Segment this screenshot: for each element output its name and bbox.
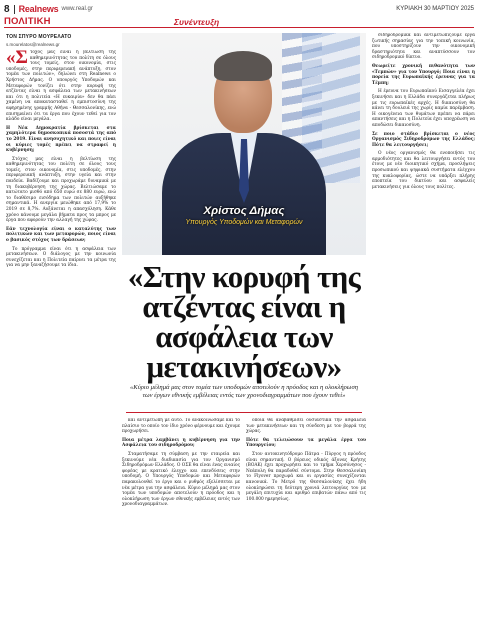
- answer: Στόχος μας είναι η βελτίωση της καθημερινότητας του πολίτη σε όλους τους τομείς, στον οικονομία, στις υποδομές, στην περιφερειακή ανάπτυξη, στην υγεία και στην παιδεία. Βαδίζουμε και προχωράμε δυναμικά με τη διακυβέρνηση της χώρας. Βελτιώσαμε το κατώτατο μισθό από 650 ευρώ σε 880 ευρώ, ενώ το διαθέσιμο εισόδημα των πολιτών αυξήθηκε σημαντικά. Η ανεργία μειώθηκε από 17,9% το 2019 σε 8,7%. Αυξάνεται η απασχόληση. Κάθε χρόνο κάνουμε μεγάλα βήματα προς τα μπρος με έργα που αφορούν την αλλαγή της χώρας.: [6, 156, 116, 224]
- photo-caption-role: Υπουργός Υποδομών και Μεταφορών: [185, 219, 303, 226]
- answer: Στον αυτοκινητόδρομο Πάτρα - Πύργος η πρόοδος είναι σημαντική. Ο βόρειος οδικός άξονας Κρήτης (ΒΟΑΚ) έχει προχωρήσει και το τμήμα Χερσόνησος - Νεάπολη θα παραδοθεί σύντομα. Στην Θεσσαλονίκη το Flyover προχωρά και οι εργασίες συνεχίζονται κανονικά. Το Μετρό της Θεσσαλονίκης έχει ήδη ολοκληρώσει τη δεύτερη χρονιά λειτουργίας του με μεγάλη επιτυχία και αριθμό επιβατών πάνω από τις 100.000 ημερησίως.: [246, 451, 366, 502]
- answer: Η έρευνα του Ευρωπαϊκού Εισαγγελέα έχει ξεκινήσει και η Ελλάδα συνεργάζεται πλήρως με τις ευρωπαϊκές αρχές. Η δικαιοσύνη θα κάνει τη δουλειά της χωρίς καμία παρέμβαση. Η οικογένεια των θυμάτων πρέπει να πάρει απαντήσεις και η Πολιτεία έχει υποχρέωση να αποδώσει δικαιοσύνη.: [372, 89, 475, 128]
- article-column-3: [246, 418, 366, 628]
- question: Ποια μέτρα λαμβάνει η κυβέρνηση για την Ασφάλεια του σιδηροδρόμου;: [122, 437, 240, 449]
- hair-shape: [214, 51, 272, 81]
- intro-paragraph: τόχος μας είναι η βελτίωση της καθημερινότητας του πολίτη σε όλους τους τομείς, στον οικονομία, στις υποδομές, στην περιφερειακή ανάπτυξη, στον τομέα των πολιτών», δηλώνει στη Realnews ο Χρήστος Δήμας. Ο υπουργός Υποδομών και Μεταφορών τονίζει ότι στην κορυφή της ατζέντας είναι η ασφάλεια των μετακινήσεων και ότι η πολιτεία «Η ευκαιρία» δεν θα πάει χαμένη να αποκατασταθεί η εμπιστοσύνη της αφηρημένης γραμμής Αθήνα - Θεσσαλονίκης, ενώ επισημαίνει ότι τα έργα που έχουν τεθεί για τον κλάδο είναι μεγάλα.: [6, 50, 116, 123]
- answer: Σταματήσαμε τη σύμβαση με την εταιρεία και ξεκινούμε νέα διαδικασία για τον Οργανισμό Σιδηροδρόμων Ελλάδος. Ο ΟΣΕ θα είναι ένας ενιαίος φορέας με κρατικό έλεγχο και επενδύσεις στην υποδομή. Ο Υπουργός Υποδομών και Μεταφορών παρακολουθεί το έργο και ο ρυθμός εξελίσσεται με νέα μέτρα για την ασφάλεια. Κύριο μέλημά μας στον τομέα των υποδομών αποτελούν η πρόοδος και η ολοκλήρωση των έργων εθνικής εμβέλειας εντός των χρονοδιαγραμμάτων.: [122, 451, 240, 508]
- article-column-4: [372, 33, 475, 630]
- divider: [126, 412, 362, 413]
- logo-site: www.real.gr: [61, 6, 93, 12]
- question: Εάν τεχνολογία είναι ο καταλύτης των πολιτικών και των μεταφορών, ποιος είναι ο βασικός στόχος των δράσεων;: [6, 226, 116, 243]
- headline: «Στην κορυφή της ατζέντας είναι η ασφάλεια των μετακινήσεων»: [127, 259, 361, 384]
- paragraph: και αντιμέτωπη με αυτό. Το ανακοινώσαμε και το πλαίσιο το οποίο τον ίδιο χρόνο φέρνουμε και έχουμε προχωρήσει.: [122, 418, 240, 435]
- answer: Το πρόγραμμα είναι ότι η ασφάλεια των μετακινήσεων. Ο διάλογος με την κοινωνία συνεχίζεται και η Πολιτεία παίρνει τα μέτρα της για να μην ξαναζήσουμε τα ίδια.: [6, 246, 116, 269]
- paragraph: σιδηροδρομικά και αντιμετωπίζουμε έργα ζωτικής σημασίας για την τοπική κοινωνία, που υποστηρίζουν την οικονομική δραστηριότητα και αναπτύσσουν τον σιδηροδρομικό δίκτυο.: [372, 33, 475, 61]
- logo-text: Realnews: [18, 4, 59, 14]
- subheadline: «Κύριο μέλημά μας στον τομέα των υποδομών αποτελούν η πρόοδος και η ολοκλήρωση των έργων εθνικής εμβέλειας εντός των χρονοδιαγραμμάτων που έχουν τεθεί»: [130, 384, 358, 400]
- logo: [19, 4, 59, 14]
- section-header: [4, 16, 474, 28]
- byline: [6, 34, 116, 47]
- question: Σε ποιο στάδιο βρίσκεται ο νέος Οργανισμός Σιδηροδρόμων της Ελλάδος; Πότε θα λειτουργήσει;: [372, 131, 475, 148]
- question: Θεωρείτε χρονική πιθανότητα των «Τεμπών» για τον Υπουργό; Ποια είναι η πορεία της Ευρωπαϊκής έρευνας για τα Τέμπη;: [372, 63, 475, 86]
- top-bar: [4, 3, 474, 15]
- author-name: ΤΟΝ ΣΠΥΡΟ ΜΟΥΡΕΛΑΤΟ: [6, 34, 72, 40]
- article-column-1: [6, 50, 116, 630]
- divider: [14, 5, 15, 14]
- section-title: ΠΟΛΙΤΙΚΗ: [4, 16, 51, 27]
- issue-date: ΚΥΡΙΑΚΗ 30 ΜΑΡΤΙΟΥ 2025: [396, 6, 474, 12]
- portrait-photo: [122, 33, 366, 255]
- page-number: 8: [4, 3, 10, 15]
- question: Η Νέα Δημοκρατία βρίσκεται στα χαμηλότερα δημοσκοπικά ποσοστά της από το 2019. Είναι ανησυχητικό και ποιες είναι οι κύριες τομές πρέπει να στραφεί η κυβέρνηση;: [6, 125, 116, 154]
- answer: Ο νέος οργανισμός θα ενοποιήσει τις αρμοδιότητες και θα λειτουργήσει εντός του έτους με νέο διοικητικό σχήμα, προσλήψεις προσωπικού και ψηφιακά συστήματα ελέγχου της κυκλοφορίας, ώστε να υπάρξει πλήρης εποπτεία του δικτύου και ασφαλείς μετακινήσεις για όλους τους πολίτες.: [372, 151, 475, 190]
- question: Πότε θα τελειώσουν τα μεγάλα έργα του Υπουργείου;: [246, 437, 366, 449]
- author-email: s.mourelatos@realnews.gr: [6, 42, 60, 47]
- article-column-2: [122, 418, 240, 628]
- paragraph: οποία θα αναβαθμίσει ουσιαστικά την ασφάλεια των μετακινήσεων και τη σύνδεση με τον βορρά της χώρας.: [246, 418, 366, 435]
- photo-caption-name: Χρίστος Δήμας: [203, 205, 285, 217]
- interview-label: Συνέντευξη: [174, 17, 220, 27]
- drop-cap: «Σ: [6, 50, 28, 68]
